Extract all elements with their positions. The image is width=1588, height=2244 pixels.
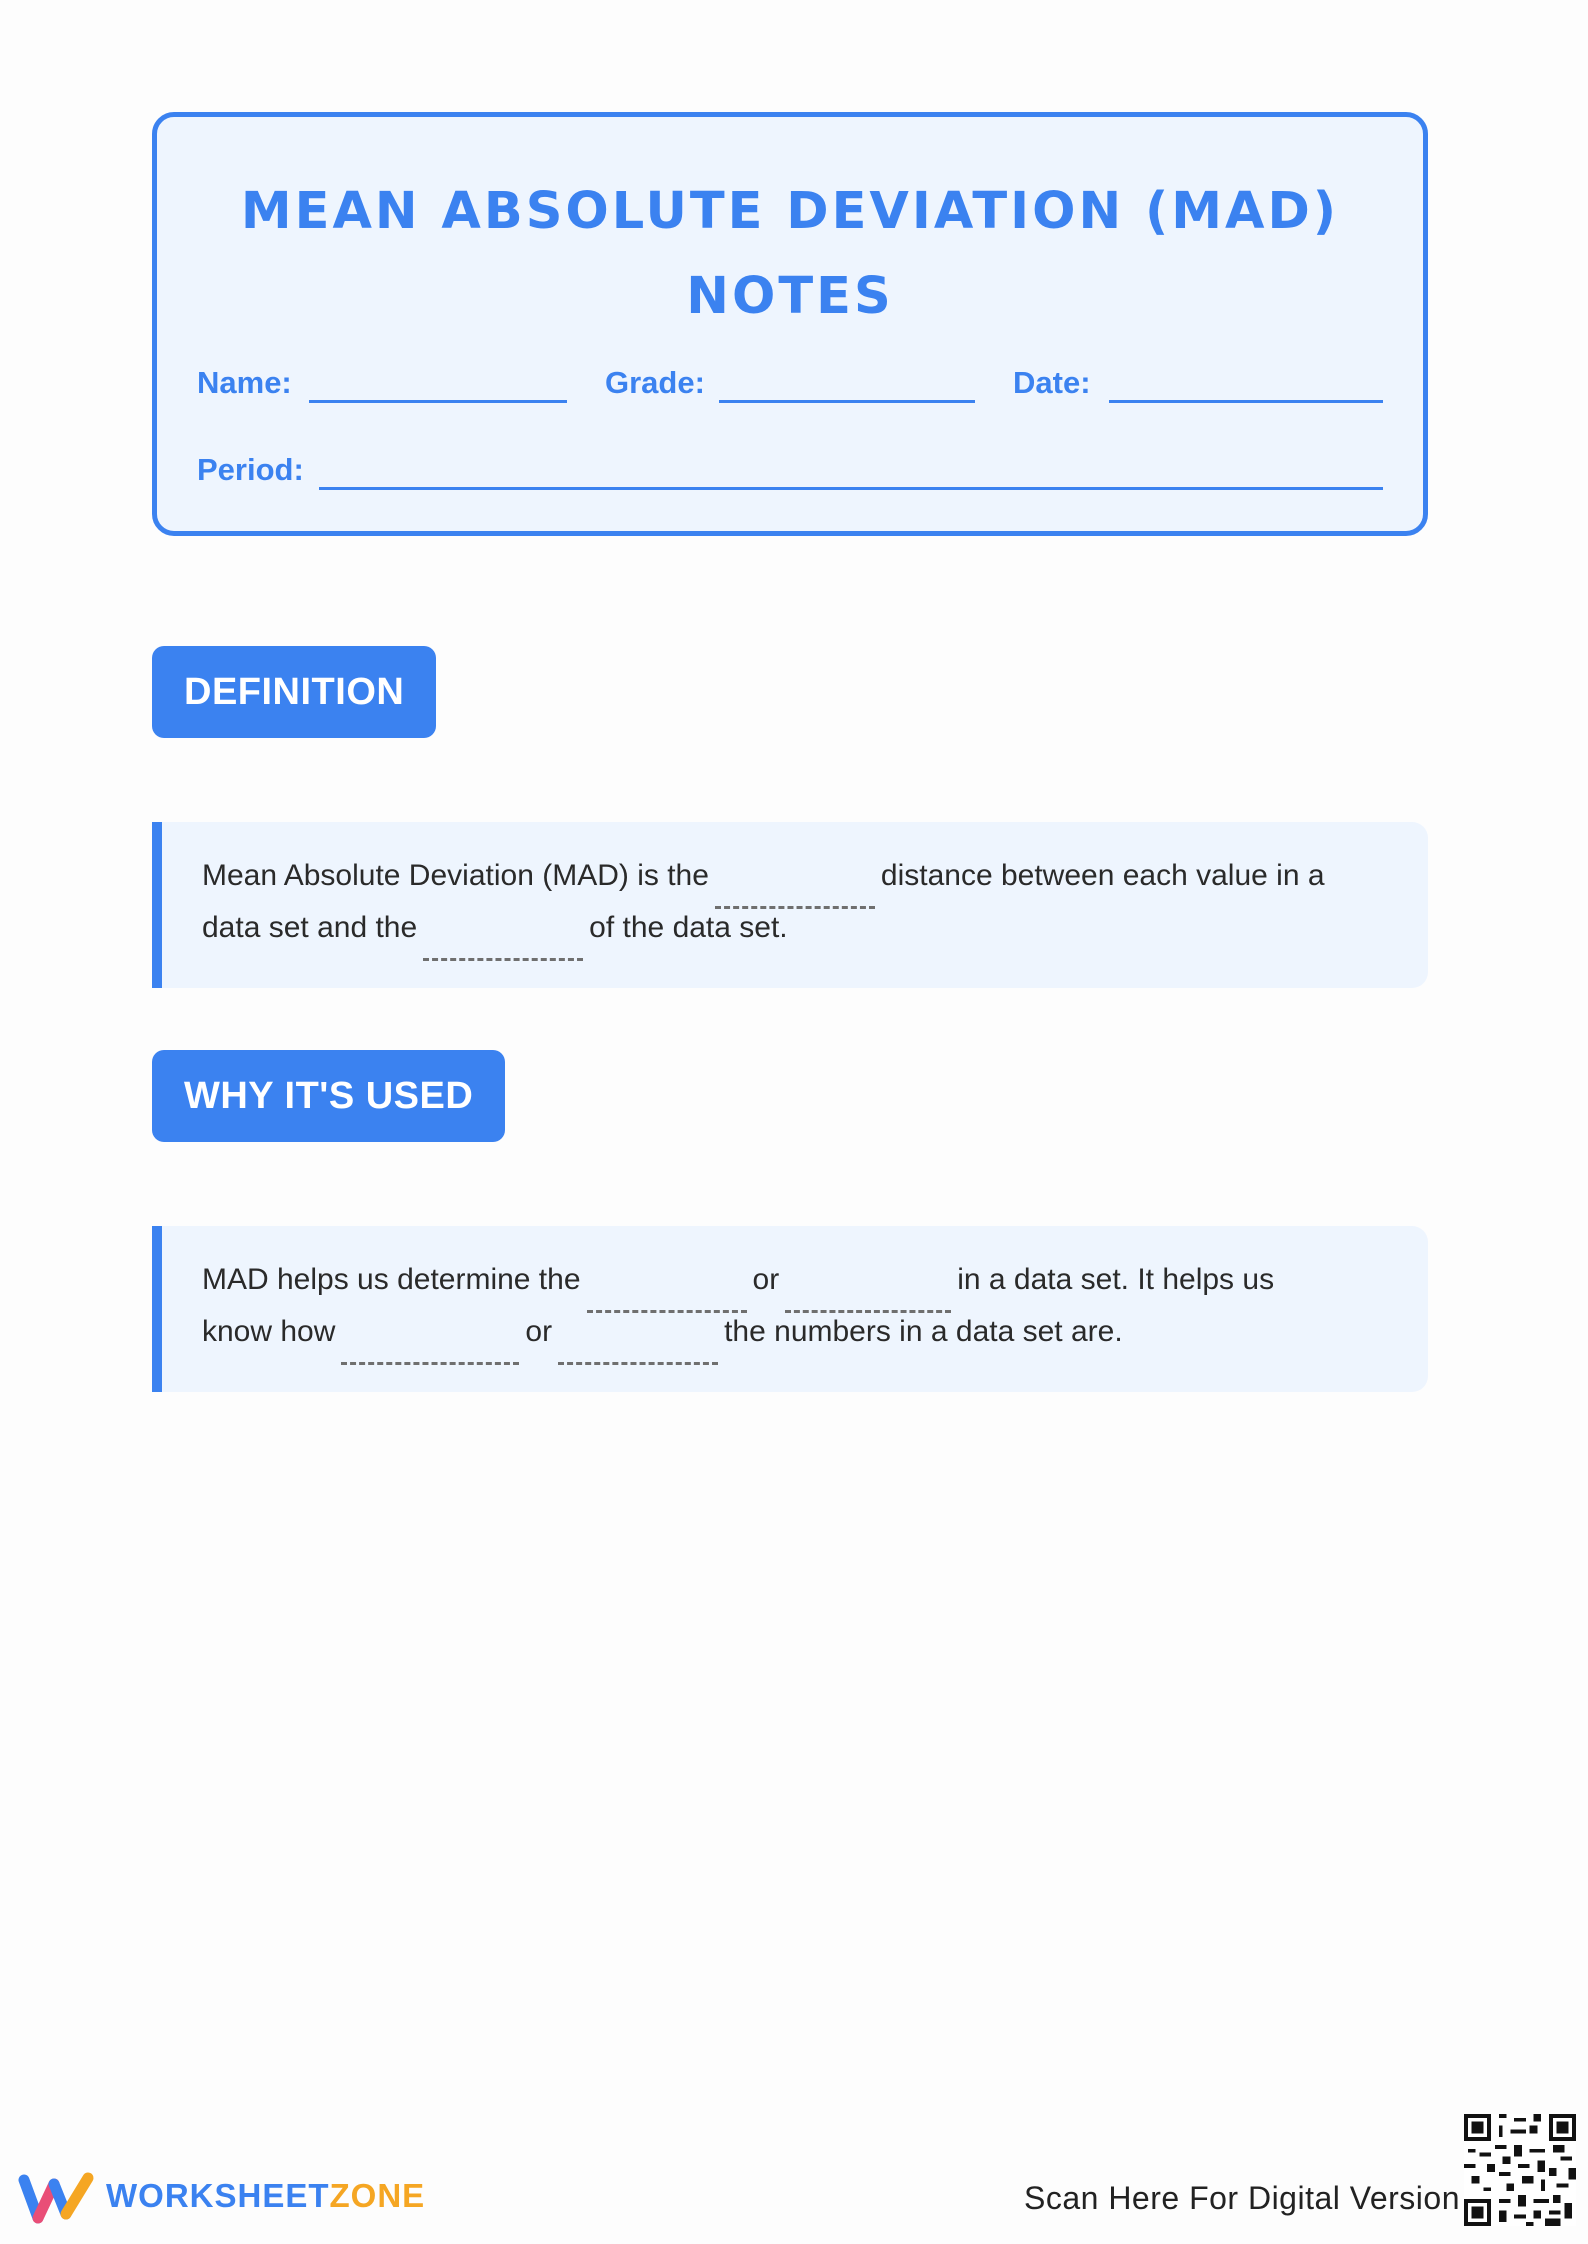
definition-text-1a: Mean Absolute Deviation (MAD) is the — [202, 859, 709, 892]
definition-heading: DEFINITION — [152, 646, 436, 738]
qr-code-icon[interactable] — [1464, 2114, 1576, 2226]
blank-average[interactable] — [715, 905, 875, 909]
definition-line-2 — [202, 910, 788, 961]
brand-name — [106, 2176, 425, 2216]
blank-mean[interactable] — [423, 957, 583, 961]
why-used-line-1 — [202, 1262, 1274, 1313]
name-field[interactable] — [309, 400, 567, 403]
name-label: Name: — [197, 365, 292, 400]
date-label: Date: — [1013, 365, 1091, 400]
why-used-card — [152, 1226, 1428, 1392]
why-used-text-2a: know how — [202, 1315, 336, 1348]
why-used-text-1c: in a data set. It helps us — [957, 1263, 1275, 1296]
definition-line-1 — [202, 858, 1325, 909]
definition-card — [152, 822, 1428, 988]
blank-spread-out[interactable] — [341, 1361, 519, 1365]
why-used-line-2 — [202, 1314, 1123, 1365]
brand-name-part1: WORKSHEET — [106, 2177, 330, 2214]
why-used-text-1b: or — [752, 1263, 780, 1296]
blank-clustered[interactable] — [558, 1361, 718, 1365]
date-field[interactable] — [1109, 400, 1383, 403]
page-title: MEAN ABSOLUTE DEVIATION (MAD) NOTES — [240, 182, 1340, 326]
brand-name-part2: ZONE — [329, 2177, 426, 2214]
period-field[interactable] — [319, 487, 1383, 490]
why-used-text-2b: or — [525, 1315, 553, 1348]
why-used-text-1a: MAD helps us determine the — [202, 1263, 581, 1296]
header-box — [152, 112, 1428, 536]
definition-text-2b: of the data set. — [589, 911, 788, 944]
grade-field[interactable] — [719, 400, 975, 403]
scan-caption: Scan Here For Digital Version — [1023, 2180, 1460, 2216]
blank-variability[interactable] — [587, 1309, 747, 1313]
grade-label: Grade: — [605, 365, 705, 400]
why-used-text-2c: the numbers in a data set are. — [724, 1315, 1123, 1348]
why-used-heading: WHY IT'S USED — [152, 1050, 505, 1142]
definition-text-1b: distance between each value in a — [880, 859, 1325, 892]
worksheetzone-logo-icon — [18, 2170, 96, 2226]
definition-text-2a: data set and the — [202, 911, 418, 944]
blank-spread[interactable] — [785, 1309, 951, 1313]
period-label: Period: — [197, 452, 304, 487]
